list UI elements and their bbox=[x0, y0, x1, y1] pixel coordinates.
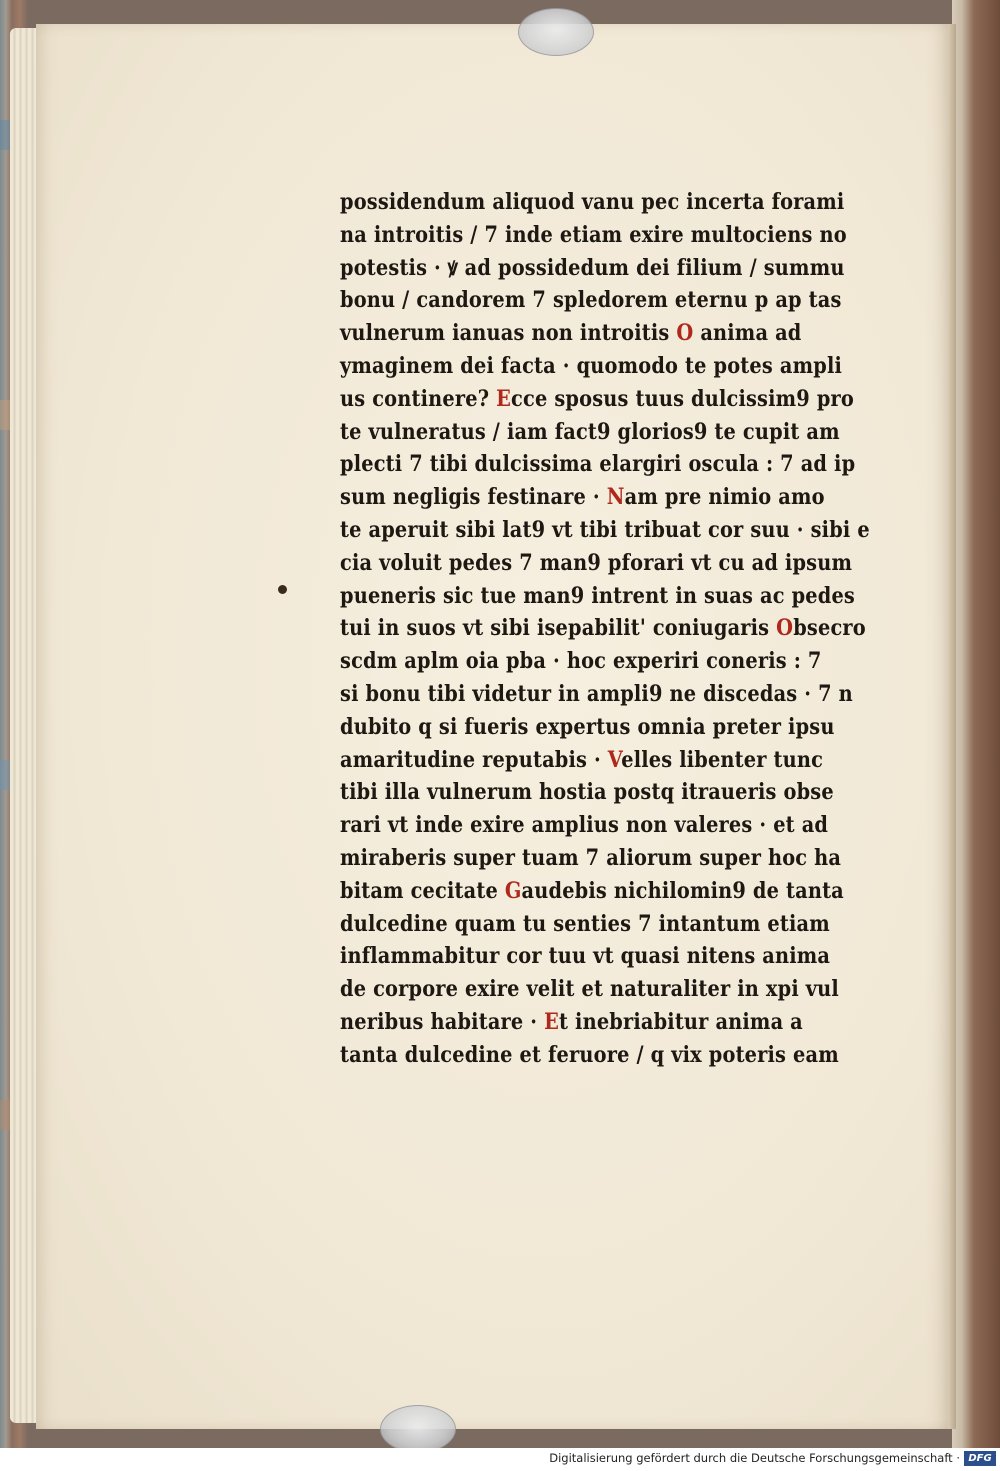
text-line bbox=[340, 776, 839, 809]
text-line bbox=[340, 547, 853, 580]
text-span: plecti 7 tibi dulcissima elargiri oscula : 7 ad ip bbox=[340, 451, 856, 478]
text-span: miraberis super tuam 7 aliorum super hoc ha bbox=[340, 844, 842, 871]
text-span: neribus habitare · bbox=[340, 1008, 545, 1035]
text-span: bsecro bbox=[793, 615, 866, 642]
text-line bbox=[340, 908, 839, 941]
text-span: tui in suos vt sibi isepabilit' coniugaris bbox=[340, 615, 777, 642]
text-span: si bonu tibi videtur in ampli9 ne discedas · 7 n bbox=[340, 680, 853, 707]
text-line bbox=[340, 383, 854, 416]
rubricated-initial: V bbox=[607, 746, 622, 773]
rubricated-initial: E bbox=[544, 1008, 560, 1035]
text-span: rari vt inde exire amplius non valeres · et ad bbox=[340, 812, 829, 839]
footer-bar bbox=[0, 1448, 1000, 1471]
text-span: tibi illa vulnerum hostia postq itraueris obse bbox=[340, 779, 834, 806]
text-span: potestis · ꝟ ad possidedum dei filium / summu bbox=[340, 254, 845, 281]
text-line bbox=[340, 612, 866, 645]
text-span: pueneris sic tue man9 intrent in suas ac pedes bbox=[340, 582, 856, 609]
rubricated-initial: E bbox=[496, 385, 512, 412]
glass-clip-bottom bbox=[380, 1405, 456, 1448]
text-line bbox=[340, 219, 847, 252]
text-line bbox=[340, 1006, 839, 1039]
text-span: cia voluit pedes 7 man9 pforari vt cu ad ipsum bbox=[340, 549, 853, 576]
text-line bbox=[340, 416, 839, 449]
text-span: inflammabitur cor tuu vt quasi nitens anima bbox=[340, 943, 831, 970]
text-line bbox=[340, 350, 842, 383]
text-line bbox=[340, 940, 839, 973]
dfg-logo: DFG bbox=[964, 1451, 996, 1466]
text-line bbox=[340, 711, 839, 744]
text-line bbox=[340, 875, 844, 908]
text-span: us continere? bbox=[340, 385, 497, 412]
rubricated-initial: N bbox=[606, 484, 625, 511]
text-span: bonu / candorem 7 spledorem eternu p ap tas bbox=[340, 287, 842, 314]
funding-credit: Digitalisierung gefördert durch die Deutsche Forschungsgemeinschaft · bbox=[549, 1451, 960, 1465]
text-span: dubito q si fueris expertus omnia preter ipsu bbox=[340, 713, 835, 740]
text-line bbox=[340, 842, 842, 875]
text-span: elles libenter tunc bbox=[621, 746, 824, 773]
text-line bbox=[340, 809, 839, 842]
text-span: am pre nimio amo bbox=[624, 484, 825, 511]
text-span: dulcedine quam tu senties 7 intantum etiam bbox=[340, 910, 830, 937]
text-line bbox=[340, 973, 839, 1006]
text-line bbox=[340, 317, 839, 350]
cover-board-right bbox=[952, 0, 1000, 1448]
text-span: possidendum aliquod vanu pec incerta forami bbox=[340, 189, 845, 215]
text-span: tanta dulcedine et feruore / q vix poteris eam bbox=[340, 1041, 839, 1068]
text-span: cce sposus tuus dulcissim9 pro bbox=[511, 385, 854, 412]
text-span: audebis nichilomin9 de tanta bbox=[521, 877, 844, 904]
text-line bbox=[340, 448, 856, 481]
text-line bbox=[340, 744, 839, 777]
text-span: amaritudine reputabis · bbox=[340, 746, 608, 773]
text-line bbox=[340, 514, 870, 547]
rubricated-initial: O bbox=[676, 320, 694, 347]
text-span: na introitis / 7 inde etiam exire multociens no bbox=[340, 221, 847, 248]
text-span: de corpore exire velit et naturaliter in xpi vul bbox=[340, 976, 839, 1003]
text-line bbox=[340, 645, 839, 678]
glass-clip-top bbox=[518, 8, 594, 56]
text-span: bitam cecitate bbox=[340, 877, 505, 904]
text-line bbox=[340, 252, 845, 285]
page-gutter bbox=[948, 24, 956, 1429]
text-span: te vulneratus / iam fact9 glorios9 te cupit am bbox=[340, 418, 840, 445]
ink-spot bbox=[278, 585, 287, 594]
rubricated-initial: O bbox=[776, 615, 794, 642]
text-line bbox=[340, 1039, 839, 1072]
text-column bbox=[340, 186, 920, 1072]
text-line bbox=[340, 284, 842, 317]
text-line bbox=[340, 481, 839, 514]
rubricated-initial: G bbox=[504, 877, 522, 904]
text-span: te aperuit sibi lat9 vt tibi tribuat cor suu · sibi e bbox=[340, 516, 870, 543]
text-line bbox=[340, 678, 853, 711]
text-span: t inebriabitur anima a bbox=[559, 1008, 803, 1035]
text-line bbox=[340, 580, 856, 613]
text-span: anima ad bbox=[693, 320, 802, 347]
text-span: sum negligis festinare · bbox=[340, 484, 607, 511]
text-span: scdm aplm oia pba · hoc experiri coneris : 7 bbox=[340, 648, 822, 675]
text-span: ymaginem dei facta · quomodo te potes ampli bbox=[340, 352, 842, 379]
text-line bbox=[340, 186, 845, 219]
text-span: vulnerum ianuas non introitis bbox=[340, 320, 677, 347]
